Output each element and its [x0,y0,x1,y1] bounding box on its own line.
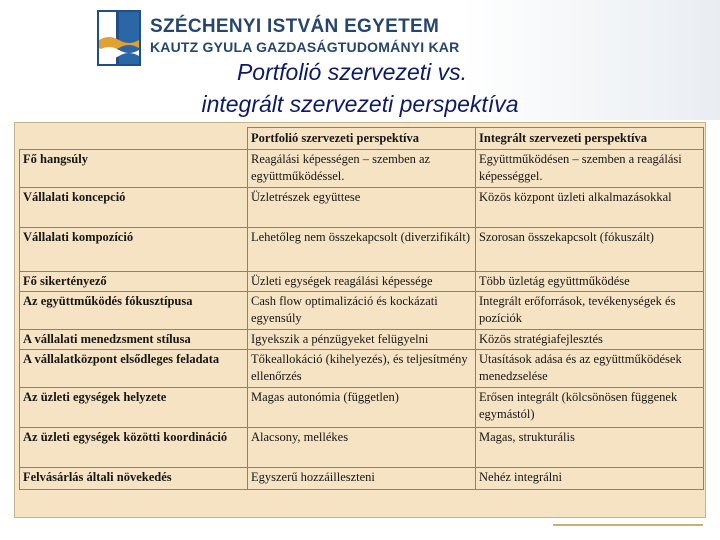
portfolio-cell: Lehetőleg nem összekapcsolt (diverzifikált) [248,228,476,272]
row-label: Fő sikertényező [20,272,248,292]
row-label: Az üzleti egységek közötti koordináció [20,428,248,468]
footer-accent-line [553,524,703,526]
table-row [20,292,704,330]
table-row [20,188,704,228]
row-label: Fő hangsúly [20,150,248,188]
integrated-cell: Nehéz integrálni [476,468,704,490]
integrated-cell: Szorosan összekapcsolt (fókuszált) [476,228,704,272]
portfolio-cell: Üzletrészek együttese [248,188,476,228]
row-label: Az együttműködés fókusztípusa [20,292,248,330]
comparison-table [19,127,704,490]
faculty-name: KAUTZ GYULA GAZDASÁGTUDOMÁNYI KAR [150,39,460,55]
portfolio-cell: Magas autonómia (független) [248,388,476,428]
integrated-cell: Több üzletág együttműködése [476,272,704,292]
table-row [20,350,704,388]
integrated-cell: Magas, strukturális [476,428,704,468]
portfolio-cell: Tőkeallokáció (kihelyezés), és teljesítmény ellenőrzés [248,350,476,388]
integrated-cell: Közös központ üzleti alkalmazásokkal [476,188,704,228]
slide-title-line-1: Portfolió szervezeti vs. [236,59,468,85]
table-row [20,272,704,292]
integrated-cell: Integrált erőforrások, tevékenységek és pozíciók [476,292,704,330]
table-row [20,330,704,350]
row-label: A vállalatközpont elsődleges feladata [20,350,248,388]
row-label: Vállalati kompozíció [20,228,248,272]
integrated-cell: Erősen integrált (kölcsönösen függenek egymástól) [476,388,704,428]
table-row [20,150,704,188]
portfolio-cell: Cash flow optimalizáció és kockázati egyensúly [248,292,476,330]
header-integrated-perspective: Integrált szervezeti perspektíva [476,128,704,150]
university-logo-icon [97,10,141,66]
slide-title-line-2: integrált szervezeti perspektíva [201,91,519,117]
portfolio-cell: Üzleti egységek reagálási képessége [248,272,476,292]
integrated-cell: Közös stratégiafejlesztés [476,330,704,350]
university-name: SZÉCHENYI ISTVÁN EGYETEM [150,16,440,37]
portfolio-cell: Alacsony, mellékes [248,428,476,468]
row-label: Felvásárlás általi növekedés [20,468,248,490]
table-header-row [20,128,704,150]
row-label: Vállalati koncepció [20,188,248,228]
table-row [20,468,704,490]
table-row [20,388,704,428]
integrated-cell: Utasítások adása és az együttműködések menedzselése [476,350,704,388]
table-row [20,228,704,272]
row-label: Az üzleti egységek helyzete [20,388,248,428]
table-row [20,428,704,468]
header-empty-cell [20,128,248,150]
header-portfolio-perspective: Portfolió szervezeti perspektíva [248,128,476,150]
portfolio-cell: Igyekszik a pénzügyeket felügyelni [248,330,476,350]
integrated-cell: Együttműködésen – szemben a reagálási képességgel. [476,150,704,188]
portfolio-cell: Egyszerű hozzáilleszteni [248,468,476,490]
comparison-table-container [14,122,706,518]
row-label: A vállalati menedzsment stílusa [20,330,248,350]
portfolio-cell: Reagálási képességen – szemben az együttműködéssel. [248,150,476,188]
